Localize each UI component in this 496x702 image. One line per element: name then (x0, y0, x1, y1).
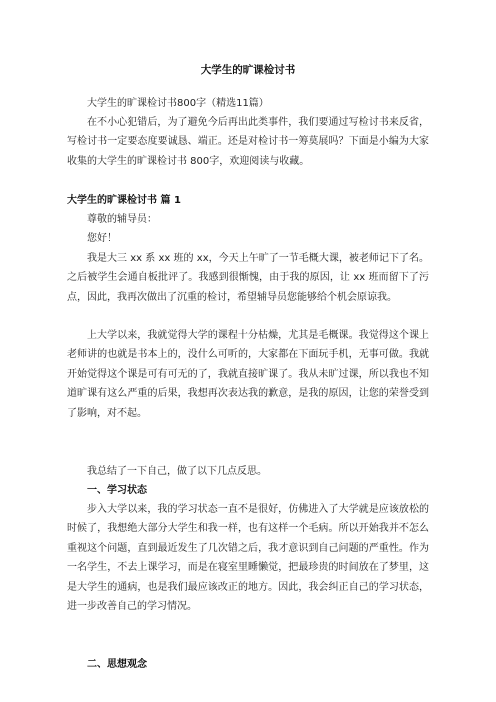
body-paragraph-1: 我是大三 xx 系 xx 班的 xx，今天上午旷了一节毛概大课，被老师记下了名。之后被学生会通自板批评了。我感到很惭愧，由于我的原因，让 xx 班而留下了污点，因此，我再次做出了沉重的检讨，希望辅导员您能够给个机会原谅我。 (67, 253, 429, 303)
intro-paragraph: 在不小心犯错后，为了避免今后再出此类事件，我们要通过写检讨书来反省，写检讨书一定要态度要诚恳、端正。还是对检讨书一筹莫展吗？下面是小编为大家收集的大学生的旷课检讨书 800字，欢迎阅读与收藏。 (67, 117, 429, 167)
body-paragraph-3: 我总结了一下自己，做了以下几点反思。 (87, 466, 267, 477)
document-title: 大学生的旷课检讨书 (200, 64, 296, 76)
subheading-thinking: 二、思想观念 (87, 659, 147, 670)
greeting: 您好！ (87, 233, 117, 244)
salutation: 尊敬的辅导员： (87, 214, 157, 225)
subheading-study-state: 一、学习状态 (87, 485, 147, 496)
document-subtitle: 大学生的旷课检讨书800字（精选11篇） (87, 98, 269, 109)
body-paragraph-4: 步入大学以来，我的学习状态一直不是很好，仿佛进入了大学就是应该放松的时候了，我想绝大部分大学生和我一样，也有这样一个毛病。所以开始我并不怎么重视这个问题，直到最近发生了几次错之后，我才意识到自己问题的严重性。作为一名学生，不去上课学习，而是在寝室里睡懒觉，把最珍贵的时间放在了梦里，这是大学生的通病，也是我们最应该改正的地方。因此，我会纠正自己的学习状态，进一步改善自己的学习情况。 (67, 504, 429, 613)
section-heading: 大学生的旷课检讨书 篇 1 (67, 195, 181, 206)
body-paragraph-2: 上大学以来，我就觉得大学的课程十分枯燥，尤其是毛概课。我觉得这个课上老师讲的也就是书本上的，没什么可听的，大家都在下面玩手机，无事可做。我就开始觉得这个课是可有可无的了，我就直接旷课了。我从未旷过课，所以我也不知道旷课有这么严重的后果，我想再次表达我的歉意，是我的原因，让您的荣誉受到了影响，对不起。 (67, 330, 429, 419)
